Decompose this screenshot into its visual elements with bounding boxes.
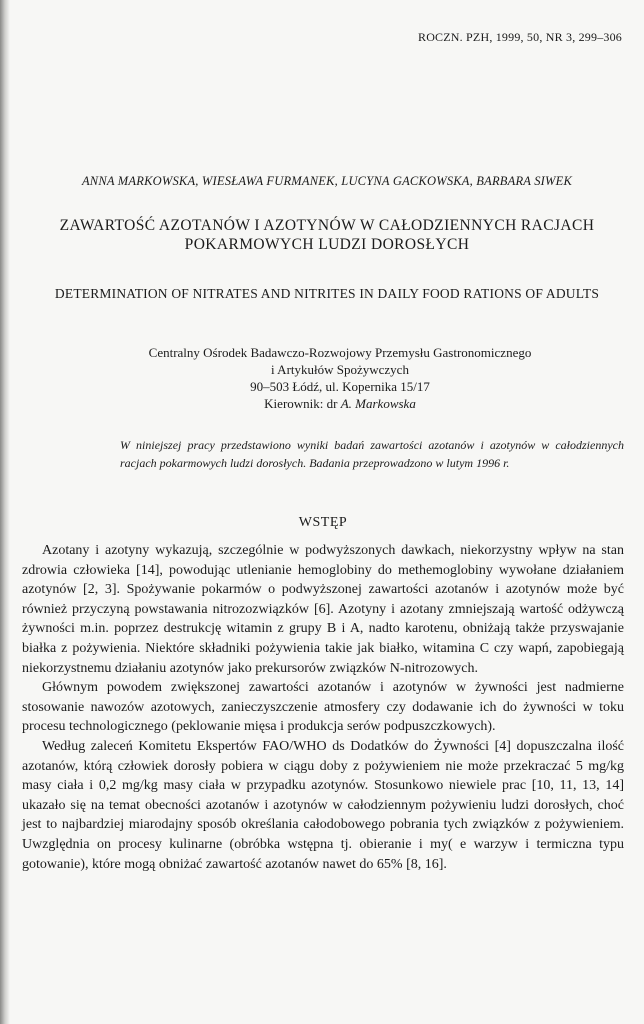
page-edge-shadow [0,0,10,1024]
affiliation-head-label: Kierownik: dr [264,396,341,411]
affiliation-address: 90–503 Łódź, ul. Kopernika 15/17 [250,379,430,394]
journal-reference: ROCZN. PZH, 1999, 50, NR 3, 299–306 [417,30,622,44]
title-english: DETERMINATION OF NITRATES AND NITRITES IN DAILY FOOD RATIONS OF ADULTS [54,286,600,301]
paragraph: Według zaleceń Komitetu Ekspertów FAO/WHO ds Dodatków do Żywności [4] dopuszczalna ilość azotanów, którą człowiek dorosły pobiera w ciągu doby z pożywieniem nie może przekraczać 5 mg/kg masy ciała i 0,2 mg/kg masy ciała w przypadku azotynów. Stosunkowo niewiele prac [10, 11, 13, 14] ukazało się na temat obecności azotanów i azotynów w całodziennym pożywieniu ludzi dorosłych, choć jest to najbardziej miarodajny sposób określania całodobowego pobrania tych związków z pożywieniem. Uwzględnia on procesy kulinarne (obróbka wstępna tj. obieranie i my( e warzyw i termiczna typu gotowanie), które mogą obniżać zawartość azotanów nawet do 65% [8, 16]. [22,738,624,872]
paragraph: Głównym powodem zwiększonej zawartości azotanów i azotynów w żywności jest nadmierne stosowanie nawozów azotowych, zanieczyszczenie atmosfery czy dodawanie ich do żywności w toku procesu technologicznego (peklowanie mięsa i produkcja serów podpuszczkowych). [22,680,624,735]
affiliation-block [60,344,620,412]
affiliation-head [60,395,620,412]
section-heading: WSTĘP [298,515,348,530]
paragraph: Azotany i azotyny wykazują, szczególnie w podwyższonych dawkach, niekorzystny wpływ na stan zdrowia człowieka [14], powodując utlenianie hemoglobiny do methemoglobiny wywołane działaniem azotynów [2, 3]. Spożywanie pokarmów o podwyższonej zawartości azotanów i azotynów może być również przyczyną powstawania nitrozozwiązków [6]. Azotyny i azotany zmniejszają wartość odżywczą żywności m.in. poprzez destrukcję witamin z grupy B i A, nadto karotenu, obniżają także przyswajanie białka z pożywienia. Niektóre składniki pożywienia takie jak białko, witamina C czy wapń, zapobiegają niekorzystnemu działaniu azotynów jako prekursorów związków N-nitrozowych. [22,543,624,676]
affiliation-institution: Centralny Ośrodek Badawczo-Rozwojowy Przemysłu Gastronomicznego [148,345,532,360]
affiliation-institution-cont: i Artykułów Spożywczych [271,362,409,377]
body-text [22,541,624,874]
affiliation-head-name: A. Markowska [340,396,416,411]
title-polish: ZAWARTOŚĆ AZOTANÓW I AZOTYNÓW W CAŁODZIENNYCH RACJACH POKARMOWYCH LUDZI DOROSŁYCH [59,217,595,253]
abstract: W niniejszej pracy przedstawiono wyniki badań zawartości azotanów i azotynów w całodziennych racjach pokarmowych ludzi dorosłych. Badania przeprowadzono w lutym 1996 r. [120,438,624,470]
author-list: ANNA MARKOWSKA, WIESŁAWA FURMANEK, LUCYNA GACKOWSKA, BARBARA SIWEK [81,174,573,188]
